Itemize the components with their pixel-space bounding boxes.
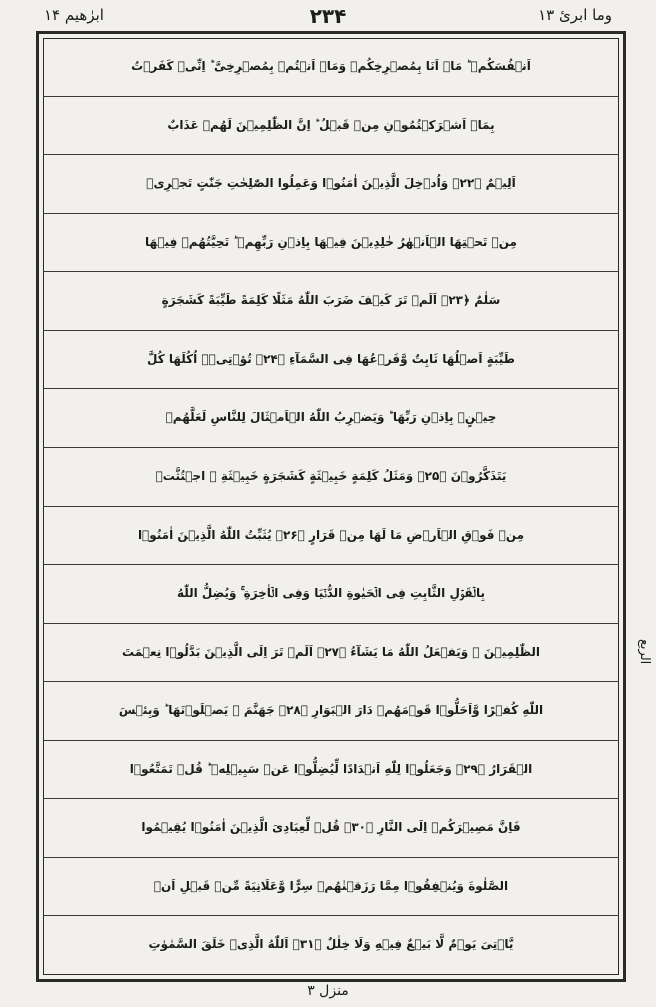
- text-line: مِنۡ فَوۡقِ الۡاَرۡضِ مَا لَهَا مِنۡ قَرَارٍ ﴿۲۶﴾ یُثَبِّتُ اللّٰهُ الَّذِیۡنَ اٰمَنُوۡا: [43, 507, 619, 566]
- text-line: اَلِیۡمٌ ﴿۲۲﴾ وَاُدۡخِلَ الَّذِیۡنَ اٰمَنُوۡا وَعَمِلُوا الصّٰلِحٰتِ جَنّٰتٍ تَجۡرِیۡ: [43, 155, 619, 214]
- manzil-marker: منزل ۳: [307, 983, 349, 999]
- text-line: الۡقَرَارُ ﴿۲۹﴾ وَجَعَلُوۡا لِلّٰهِ اَنۡدَادًا لِّیُضِلُّوۡا عَنۡ سَبِیۡلِهٖ ؕ قُلۡ تَمَتَّعُوۡا: [43, 741, 619, 800]
- text-line: اَنۡفُسَكُمۡ ؕ مَاۤ اَنَا بِمُصۡرِخِكُمۡ وَمَاۤ اَنۡتُمۡ بِمُصۡرِخِیَّ ؕ اِنِّیۡ كَفَرۡتُ: [43, 38, 619, 97]
- margin-note: الربع: [637, 639, 652, 665]
- page-header: [0, 4, 656, 30]
- page-number: ۲۳۴: [309, 4, 347, 28]
- text-line: اللّٰهِ كُفۡرًا وَّاَحَلُّوۡا قَوۡمَهُمۡ دَارَ الۡبَوَارِ ﴿۲۸﴾ جَهَنَّمَ ۚ یَصۡلَوۡنَهَا ؕ وَبِئۡسَ: [43, 682, 619, 741]
- text-line: طَیِّبَةٍ اَصۡلُهَا ثَابِتٌ وَّفَرۡعُهَا فِی السَّمَآءِ ﴿۲۴﴾ تُؤۡتِیۡۤ اُكُلَهَا كُلَّ: [43, 331, 619, 390]
- para-name: وما ابرئ ۱۳: [538, 6, 612, 24]
- text-line: الصَّلٰوةَ وَیُنۡفِقُوۡا مِمَّا رَزَقۡنٰهُمۡ سِرًّا وَّعَلَانِیَةً مِّنۡ قَبۡلِ اَنۡ: [43, 858, 619, 917]
- text-line: یَّاۡتِیَ یَوۡمٌ لَّا بَیۡعٌ فِیۡهِ وَلَا خِلٰلٌ ﴿۳۱﴾ اَللّٰهُ الَّذِیۡ خَلَقَ السَّمٰوٰتِ: [148, 937, 514, 952]
- text-body: [43, 38, 619, 975]
- text-line: فَاِنَّ مَصِیۡرَكُمۡ اِلَی النَّارِ ﴿۳۰﴾ قُلۡ لِّعِبَادِیَ الَّذِیۡنَ اٰمَنُوۡا یُقِیۡمُوا: [43, 799, 619, 858]
- text-line: یَتَذَكَّرُوۡنَ ﴿۲۵﴾ وَمَثَلُ كَلِمَةٍ خَبِیۡثَةٍ كَشَجَرَةٍ خَبِیۡثَةِ ۣ اجۡتُثَّتۡ: [43, 448, 619, 507]
- text-line: مِنۡ تَحۡتِهَا الۡاَنۡهٰرُ خٰلِدِیۡنَ فِیۡهَا بِاِذۡنِ رَبِّهِمۡ ؕ تَحِیَّتُهُمۡ فِیۡهَا: [43, 214, 619, 273]
- text-line: بِمَاۤ اَشۡرَكۡتُمُوۡنِ مِنۡ قَبۡلُ ؕ اِنَّ الظّٰلِمِیۡنَ لَهُمۡ عَذَابٌ: [43, 97, 619, 156]
- text-line: بِالۡقَوۡلِ الثَّابِتِ فِی الۡحَیٰوةِ الدُّنۡیَا وَفِی الۡاٰخِرَةِ ۚ وَیُضِلُّ اللّٰهُ: [43, 565, 619, 624]
- text-line: سَلٰمٌ ﴿۲۳﴾ اَلَمۡ تَرَ كَیۡفَ ضَرَبَ اللّٰهُ مَثَلًا كَلِمَةً طَیِّبَةً كَشَجَرَةٍ: [43, 272, 619, 331]
- text-line: الظّٰلِمِیۡنَ ۙ وَیَفۡعَلُ اللّٰهُ مَا یَشَآءُ ﴿۲۷﴾ اَلَمۡ تَرَ اِلَی الَّذِیۡنَ بَدَّلُوۡا نِعۡمَتَ: [43, 624, 619, 683]
- surah-name: ابرٰهیم ۱۴: [44, 6, 104, 24]
- text-line: حِیۡنٍۢ بِاِذۡنِ رَبِّهَا ؕ وَیَضۡرِبُ اللّٰهُ الۡاَمۡثَالَ لِلنَّاسِ لَعَلَّهُمۡ: [43, 389, 619, 448]
